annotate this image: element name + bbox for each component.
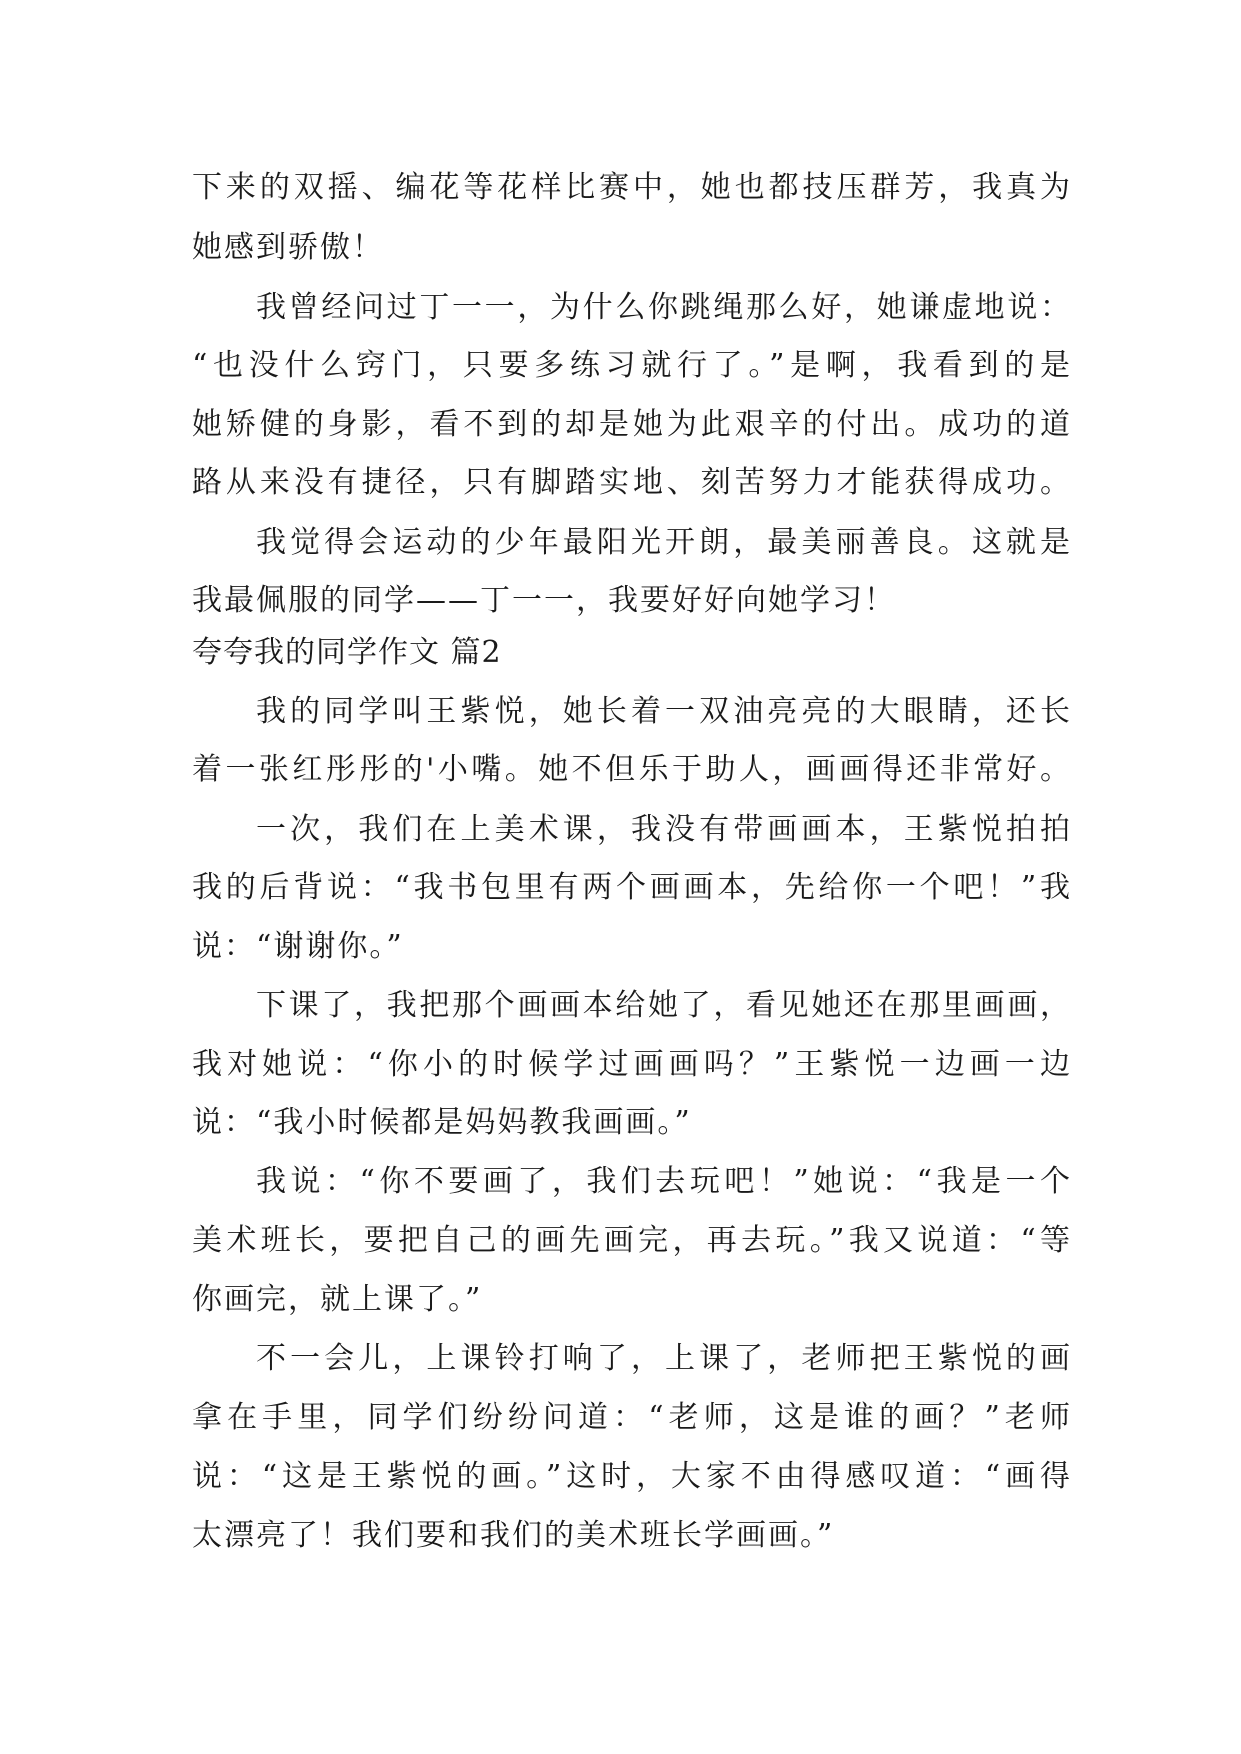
text-line: 她矫健的身影，看不到的却是她为此艰辛的付出。成功的道 <box>192 407 1072 442</box>
text-line: 说：“这是王紫悦的画。”这时，大家不由得感叹道：“画得 <box>192 1459 1072 1494</box>
paragraph-start-line: 一次，我们在上美术课，我没有带画画本，王紫悦拍拍 <box>256 812 1072 847</box>
text-line: 拿在手里，同学们纷纷问道：“老师，这是谁的画？”老师 <box>192 1400 1072 1435</box>
text-line: 太漂亮了！我们要和我们的美术班长学画画。” <box>192 1518 835 1553</box>
text-line: 你画完，就上课了。” <box>192 1282 483 1317</box>
paragraph-start-line: 我说：“你不要画了，我们去玩吧！”她说：“我是一个 <box>256 1164 1072 1199</box>
paragraph-start-line: 我觉得会运动的少年最阳光开朗，最美丽善良。这就是 <box>256 525 1072 560</box>
paragraph-start-line: 不一会儿，上课铃打响了，上课了，老师把王紫悦的画 <box>256 1341 1072 1376</box>
text-line: 我最佩服的同学——丁一一，我要好好向她学习！ <box>192 583 896 618</box>
paragraph-start-line: 我曾经问过丁一一，为什么你跳绳那么好，她谦虚地说： <box>256 290 1072 325</box>
section-heading: 夸夸我的同学作文 篇2 <box>192 635 502 670</box>
text-line: 下来的双摇、编花等花样比赛中，她也都技压群芳，我真为 <box>192 170 1072 205</box>
text-line: 我的后背说：“我书包里有两个画画本，先给你一个吧！”我 <box>192 870 1072 905</box>
paragraph-start-line: 我的同学叫王紫悦，她长着一双油亮亮的大眼睛，还长 <box>256 694 1072 729</box>
text-line: 我对她说：“你小的时候学过画画吗？”王紫悦一边画一边 <box>192 1047 1072 1082</box>
text-line: 着一张红彤彤的'小嘴。她不但乐于助人，画画得还非常好。 <box>192 752 1072 787</box>
text-line: 说：“谢谢你。” <box>192 929 404 964</box>
text-line: 路从来没有捷径，只有脚踏实地、刻苦努力才能获得成功。 <box>192 465 1072 500</box>
text-line: “也没什么窍门，只要多练习就行了。”是啊，我看到的是 <box>192 348 1072 383</box>
text-line: 说：“我小时候都是妈妈教我画画。” <box>192 1105 692 1140</box>
text-line: 美术班长，要把自己的画先画完，再去玩。”我又说道：“等 <box>192 1223 1072 1258</box>
paragraph-start-line: 下课了，我把那个画画本给她了，看见她还在那里画画， <box>256 988 1072 1023</box>
text-line: 她感到骄傲！ <box>192 230 384 265</box>
